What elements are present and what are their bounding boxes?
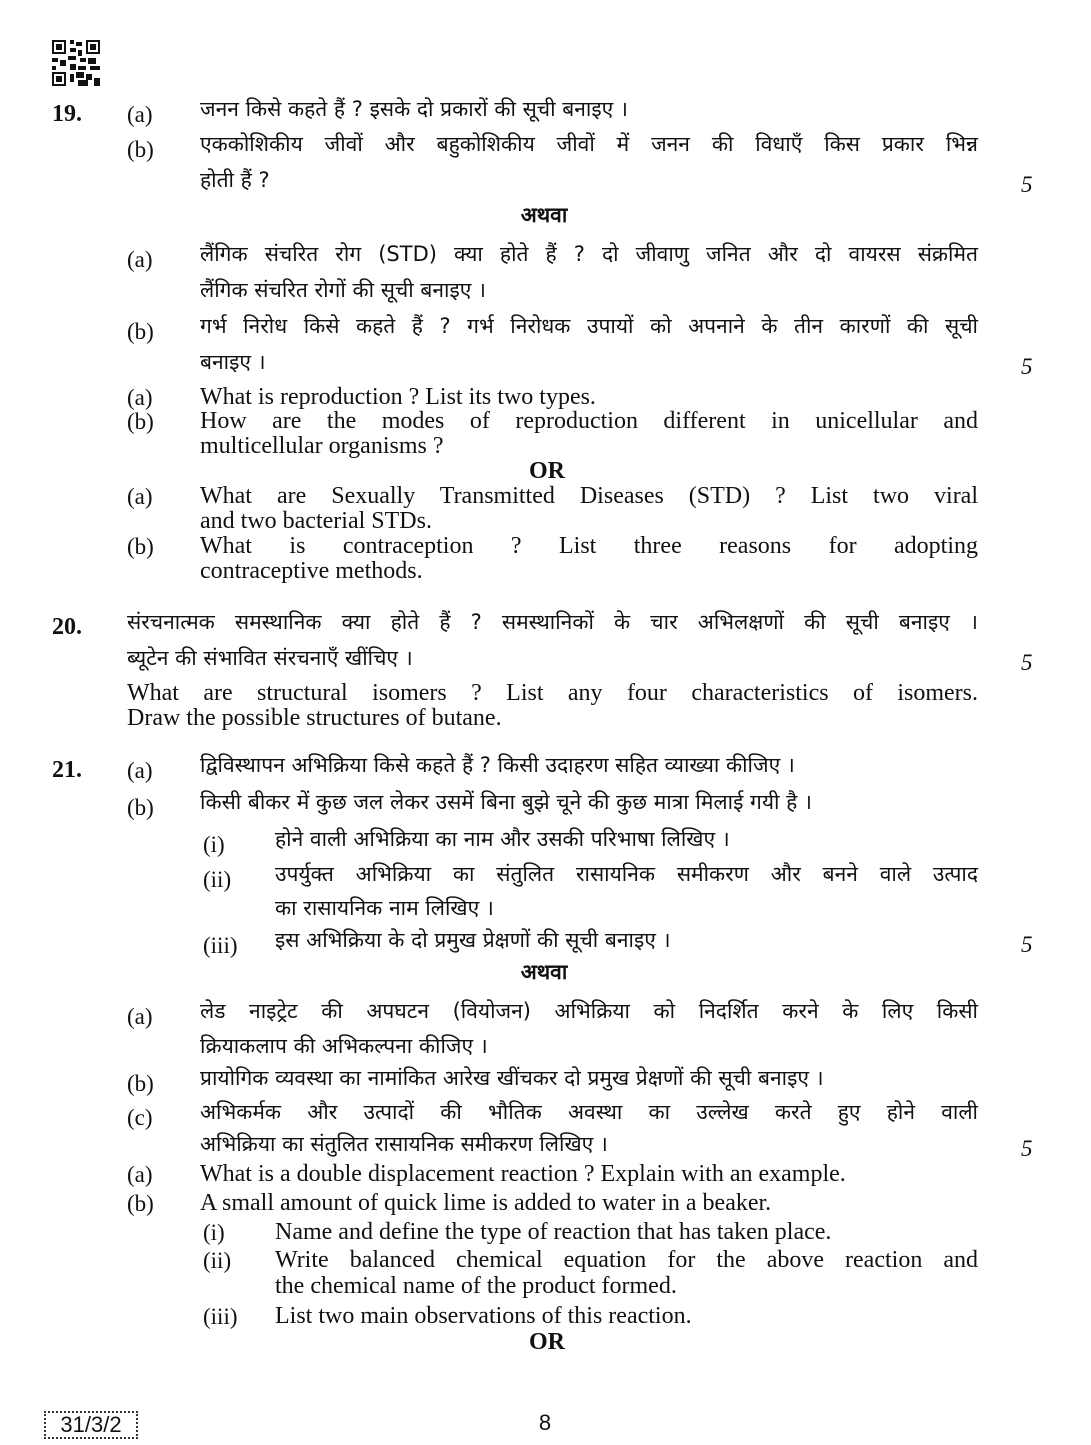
part-label: (a)	[127, 758, 153, 783]
question-text: contraceptive methods.	[200, 558, 423, 584]
part-label: (b)	[127, 795, 154, 820]
question-text: Name and define the type of reaction that has taken place.	[275, 1219, 832, 1245]
marks: 5	[1021, 932, 1033, 957]
question-text: How are the modes of reproduction different in unicellular and	[200, 408, 978, 434]
athva-heading: अथवा	[520, 960, 568, 984]
question-text: बनाइए ।	[200, 350, 266, 374]
question-text: का रासायनिक नाम लिखिए ।	[275, 896, 494, 920]
question-text: होती हैं ?	[200, 168, 270, 192]
question-text: लैंगिक संचरित रोगों की सूची बनाइए ।	[200, 278, 487, 302]
question-text: What is contraception ? List three reasons for adopting	[200, 533, 978, 559]
page-number: 8	[538, 1410, 552, 1435]
question-number: 19.	[52, 101, 82, 127]
question-text: प्रायोगिक व्यवस्था का नामांकित आरेख खींचकर दो प्रमुख प्रेक्षणों की सूची बनाइए ।	[200, 1066, 824, 1090]
part-label: (b)	[127, 137, 154, 162]
question-text: अभिक्रिया का संतुलित रासायनिक समीकरण लिखिए ।	[200, 1132, 608, 1156]
qr-code-icon	[52, 40, 100, 86]
question-text: What are structural isomers ? List any four characteristics of isomers.	[127, 680, 978, 706]
question-text: What are Sexually Transmitted Diseases (STD) ? List two viral	[200, 483, 978, 509]
part-label: (a)	[127, 1004, 153, 1029]
question-text: एककोशिकीय जीवों और बहुकोशिकीय जीवों में जनन की विधाएँ किस प्रकार भिन्न	[200, 132, 978, 156]
subpart-label: (i)	[203, 1220, 225, 1245]
question-number: 21.	[52, 757, 82, 783]
question-text: Write balanced chemical equation for the above reaction and	[275, 1247, 978, 1273]
marks: 5	[1021, 172, 1033, 197]
subpart-label: (i)	[203, 832, 225, 857]
subpart-label: (iii)	[203, 933, 238, 958]
question-text: List two main observations of this reaction.	[275, 1303, 692, 1329]
question-text: लैंगिक संचरित रोग (STD) क्या होते हैं ? दो जीवाणु जनित और दो वायरस संक्रमित	[200, 242, 978, 266]
question-text: होने वाली अभिक्रिया का नाम और उसकी परिभाषा लिखिए ।	[275, 827, 730, 851]
question-text: A small amount of quick lime is added to water in a beaker.	[200, 1190, 772, 1216]
subpart-label: (ii)	[203, 867, 232, 892]
marks: 5	[1021, 354, 1033, 379]
question-number: 20.	[52, 614, 82, 640]
or-heading: OR	[529, 458, 565, 484]
question-text: जनन किसे कहते हैं ? इसके दो प्रकारों की सूची बनाइए ।	[200, 97, 628, 121]
subpart-label: (ii)	[203, 1248, 232, 1273]
question-text: What is reproduction ? List its two types.	[200, 384, 596, 410]
part-label: (b)	[127, 1071, 154, 1096]
part-label: (b)	[127, 409, 154, 434]
part-label: (b)	[127, 1191, 154, 1216]
question-text: क्रियाकलाप की अभिकल्पना कीजिए ।	[200, 1034, 488, 1058]
question-text: इस अभिक्रिया के दो प्रमुख प्रेक्षणों की सूची बनाइए ।	[275, 928, 671, 952]
question-text: गर्भ निरोध किसे कहते हैं ? गर्भ निरोधक उपायों को अपनाने के तीन कारणों की सूची	[200, 314, 978, 338]
paper-code: 31/3/2	[44, 1411, 138, 1439]
question-text: What is a double displacement reaction ? Explain with an example.	[200, 1161, 846, 1187]
question-text: and two bacterial STDs.	[200, 508, 432, 534]
question-text: उपर्युक्त अभिक्रिया का संतुलित रासायनिक समीकरण और बनने वाले उत्पाद	[275, 862, 978, 886]
part-label: (b)	[127, 319, 154, 344]
question-text: multicellular organisms ?	[200, 433, 444, 459]
part-label: (b)	[127, 534, 154, 559]
question-text: अभिकर्मक और उत्पादों की भौतिक अवस्था का उल्लेख करते हुए होने वाली	[200, 1100, 978, 1124]
part-label: (c)	[127, 1105, 153, 1130]
question-text: ब्यूटेन की संभावित संरचनाएँ खींचिए ।	[127, 646, 413, 670]
athva-heading: अथवा	[520, 203, 568, 227]
part-label: (a)	[127, 385, 153, 410]
part-label: (a)	[127, 247, 153, 272]
subpart-label: (iii)	[203, 1304, 238, 1329]
question-text: द्विविस्थापन अभिक्रिया किसे कहते हैं ? किसी उदाहरण सहित व्याख्या कीजिए ।	[200, 753, 795, 777]
marks: 5	[1021, 650, 1033, 675]
question-text: किसी बीकर में कुछ जल लेकर उसमें बिना बुझे चूने की कुछ मात्रा मिलाई गयी है ।	[200, 790, 812, 814]
question-text: संरचनात्मक समस्थानिक क्या होते हैं ? समस्थानिकों के चार अभिलक्षणों की सूची बनाइए ।	[127, 610, 978, 634]
part-label: (a)	[127, 102, 153, 127]
question-text: the chemical name of the product formed.	[275, 1273, 677, 1299]
marks: 5	[1021, 1136, 1033, 1161]
or-heading: OR	[529, 1329, 565, 1355]
part-label: (a)	[127, 484, 153, 509]
question-text: लेड नाइट्रेट की अपघटन (वियोजन) अभिक्रिया को निदर्शित करने के लिए किसी	[200, 999, 978, 1023]
question-text: Draw the possible structures of butane.	[127, 705, 502, 731]
part-label: (a)	[127, 1162, 153, 1187]
